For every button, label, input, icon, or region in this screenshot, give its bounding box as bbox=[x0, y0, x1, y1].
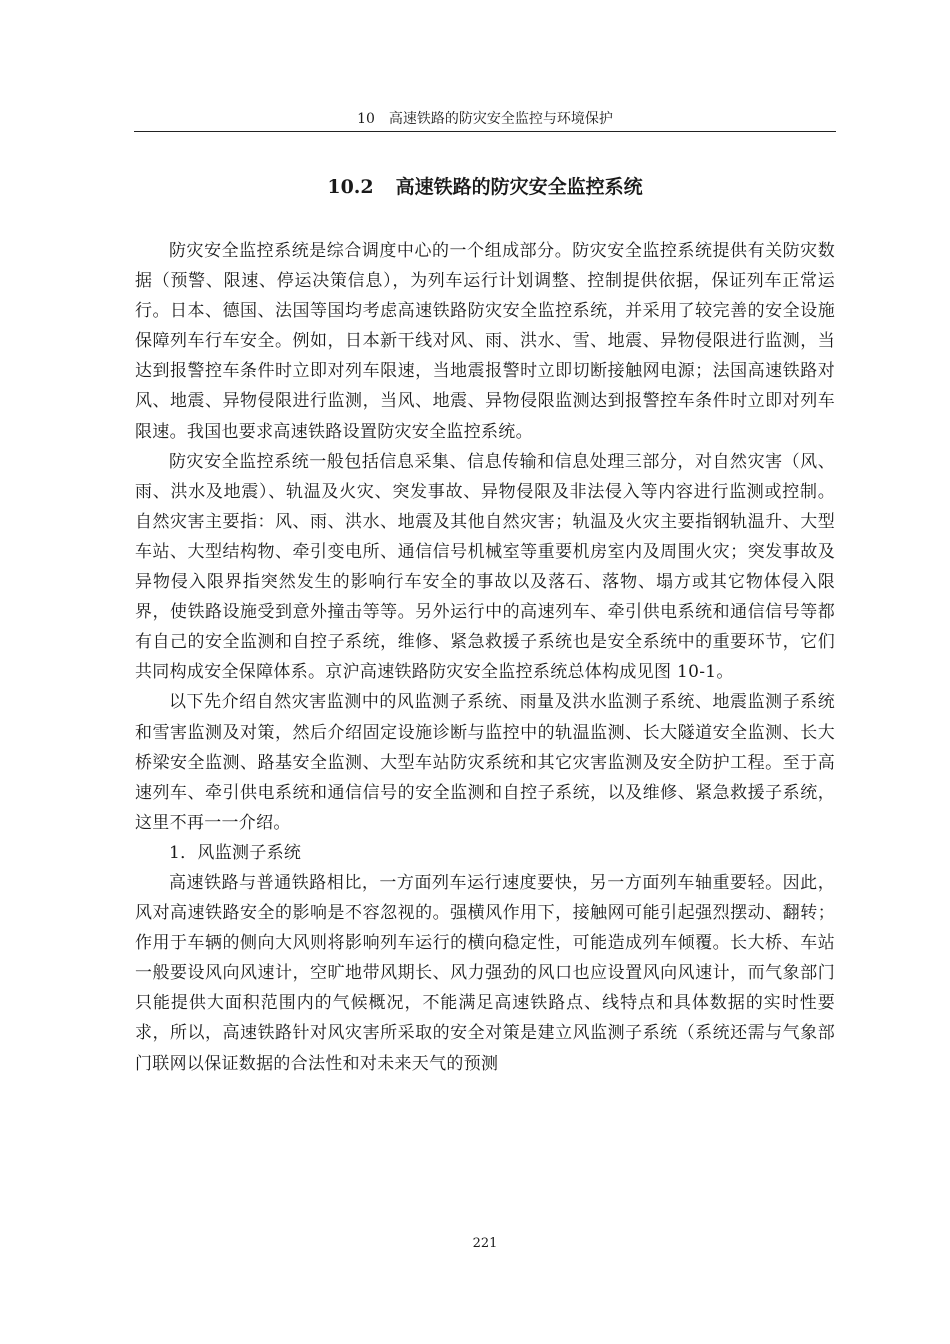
paragraph: 高速铁路与普通铁路相比，一方面列车运行速度要快，另一方面列车轴重要轻。因此，风对高速铁路安全的影响是不容忽视的。强横风作用下，接触网可能引起强烈摆动、翻转；作用于车辆的侧向大风则将影响列车运行的横向稳定性，可能造成列车倾覆。长大桥、车站一般要设风向风速计，空旷地带风期长、风力强劲的风口也应设置风向风速计，而气象部门只能提供大面积范围内的气候概况，不能满足高速铁路点、线特点和具体数据的实时性要求，所以，高速铁路针对风灾害所采取的安全对策是建立风监测子系统（系统还需与气象部门联网以保证数据的合法性和对未来天气的预测 bbox=[135, 872, 835, 1074]
paragraph: 防灾安全监控系统一般包括信息采集、信息传输和信息处理三部分，对自然灾害（风、雨、洪水及地震）、轨温及火灾、突发事故、异物侵限及非法侵入等内容进行监测或控制。自然灾害主要指：风、雨、洪水、地震及其他自然灾害；轨温及火灾主要指钢轨温升、大型车站、大型结构物、牵引变电所、通信信号机械室等重要机房室内及周围火灾；突发事故及异物侵入限界指突然发生的影响行车安全的事故以及落石、落物、塌方或其它物体侵入限界，使铁路设施受到意外撞击等等。另外运行中的高速列车、牵引供电系统和通信信号等都有自己的安全监测和自控子系统，维修、紧急救援子系统也是安全系统中的重要环节，它们共同构成安全保障体系。京沪高速铁路防灾安全监控系统总体构成见图 10-1。 bbox=[135, 451, 835, 683]
header-rule bbox=[134, 131, 836, 132]
section-number: 10.2 bbox=[327, 176, 374, 198]
subsection-heading: 1．风监测子系统 bbox=[169, 842, 302, 863]
running-header: 10 高速铁路的防灾安全监控与环境保护 bbox=[357, 111, 613, 127]
paragraph: 以下先介绍自然灾害监测中的风监测子系统、雨量及洪水监测子系统、地震监测子系统和雪害监测及对策，然后介绍固定设施诊断与监控中的轨温监测、长大隧道安全监测、长大桥梁安全监测、路基安全监测、大型车站防灾系统和其它灾害监测及安全防护工程。至于高速列车、牵引供电系统和通信信号的安全监测和自控子系统，以及维修、紧急救援子系统，这里不再一一介绍。 bbox=[135, 692, 835, 833]
paragraph: 防灾安全监控系统是综合调度中心的一个组成部分。防灾安全监控系统提供有关防灾数据（预警、限速、停运决策信息），为列车运行计划调整、控制提供依据，保证列车正常运行。日本、德国、法国等国均考虑高速铁路防灾安全监控系统，并采用了较完善的安全设施保障列车行车安全。例如，日本新干线对风、雨、洪水、雪、地震、异物侵限进行监测，当达到报警控车条件时立即对列车限速，当地震报警时立即切断接触网电源；法国高速铁路对风、地震、异物侵限进行监测，当风、地震、异物侵限监测达到报警控车条件时立即对列车限速。我国也要求高速铁路设置防灾安全监控系统。 bbox=[135, 241, 835, 442]
section-title-text: 高速铁路的防灾安全监控系统 bbox=[395, 176, 643, 198]
page-number: 221 bbox=[472, 1236, 498, 1251]
body-text bbox=[135, 236, 835, 1079]
section-title bbox=[134, 174, 836, 200]
